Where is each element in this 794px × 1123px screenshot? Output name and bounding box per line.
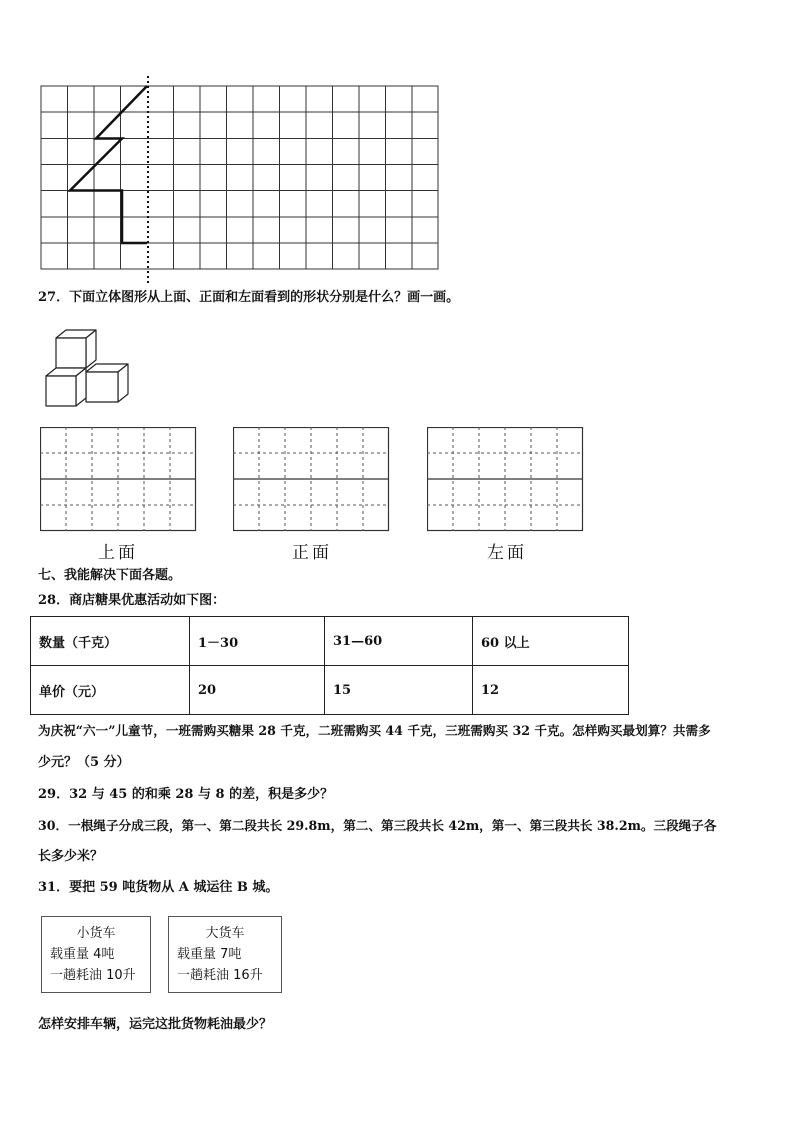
symmetry-grid-figure — [30, 72, 450, 286]
front-view-grid[interactable] — [233, 427, 390, 532]
q31-question: 怎样安排车辆，运完这批货物耗油最少？ — [38, 1017, 273, 1032]
table-cell: 15 — [325, 666, 473, 715]
table-row — [31, 617, 629, 666]
table-cell: 单价（元） — [31, 666, 190, 715]
view-label-left: 左面 — [487, 543, 527, 563]
small-truck-fuel: 一趟耗油 10升 — [50, 968, 136, 983]
big-truck-card — [168, 916, 282, 993]
q28-body-line2: 少元？（5 分） — [38, 755, 130, 770]
left-view-grid[interactable] — [427, 427, 584, 532]
big-truck-title: 大货车 — [205, 926, 245, 941]
q31-text: 31．要把 59 吨货物从 A 城运往 B 城。 — [38, 880, 279, 895]
table-row — [31, 666, 629, 715]
small-truck-card — [41, 916, 151, 993]
q28-body-line1: 为庆祝“六一”儿童节，一班需购买糖果 28 千克，二班需购买 44 千克，三班需购买 32 千克。怎样购买最划算？共需多 — [38, 723, 711, 738]
view-label-front: 正面 — [292, 543, 332, 563]
q30-line2: 长多少米？ — [38, 849, 104, 864]
q27-text: 27．下面立体图形从上面、正面和左面看到的形状分别是什么？画一画。 — [38, 290, 460, 305]
table-cell: 1－30 — [190, 617, 325, 666]
table-cell: 20 — [190, 666, 325, 715]
table-cell: 31—60 — [325, 617, 473, 666]
cube-figure — [42, 326, 134, 412]
top-view-grid[interactable] — [40, 427, 197, 532]
q30-line1: 30．一根绳子分成三段，第一、第二段共长 29.8m，第二、第三段共长 42m，第一、第三段共长 38.2m。三段绳子各 — [38, 818, 717, 833]
table-cell: 60 以上 — [473, 617, 629, 666]
section-7-title: 七、我能解决下面各题。 — [38, 568, 182, 583]
table-cell: 12 — [473, 666, 629, 715]
small-truck-title: 小货车 — [76, 926, 116, 941]
table-cell: 数量（千克） — [31, 617, 190, 666]
big-truck-fuel: 一趟耗油 16升 — [177, 968, 263, 983]
view-label-top: 上面 — [98, 543, 138, 563]
q28-intro: 28．商店糖果优惠活动如下图： — [38, 593, 226, 608]
small-truck-load: 载重量 4吨 — [50, 947, 115, 962]
big-truck-load: 载重量 7吨 — [177, 947, 242, 962]
q29-text: 29．32 与 45 的和乘 28 与 8 的差，积是多少？ — [38, 787, 334, 802]
price-table — [30, 616, 629, 715]
